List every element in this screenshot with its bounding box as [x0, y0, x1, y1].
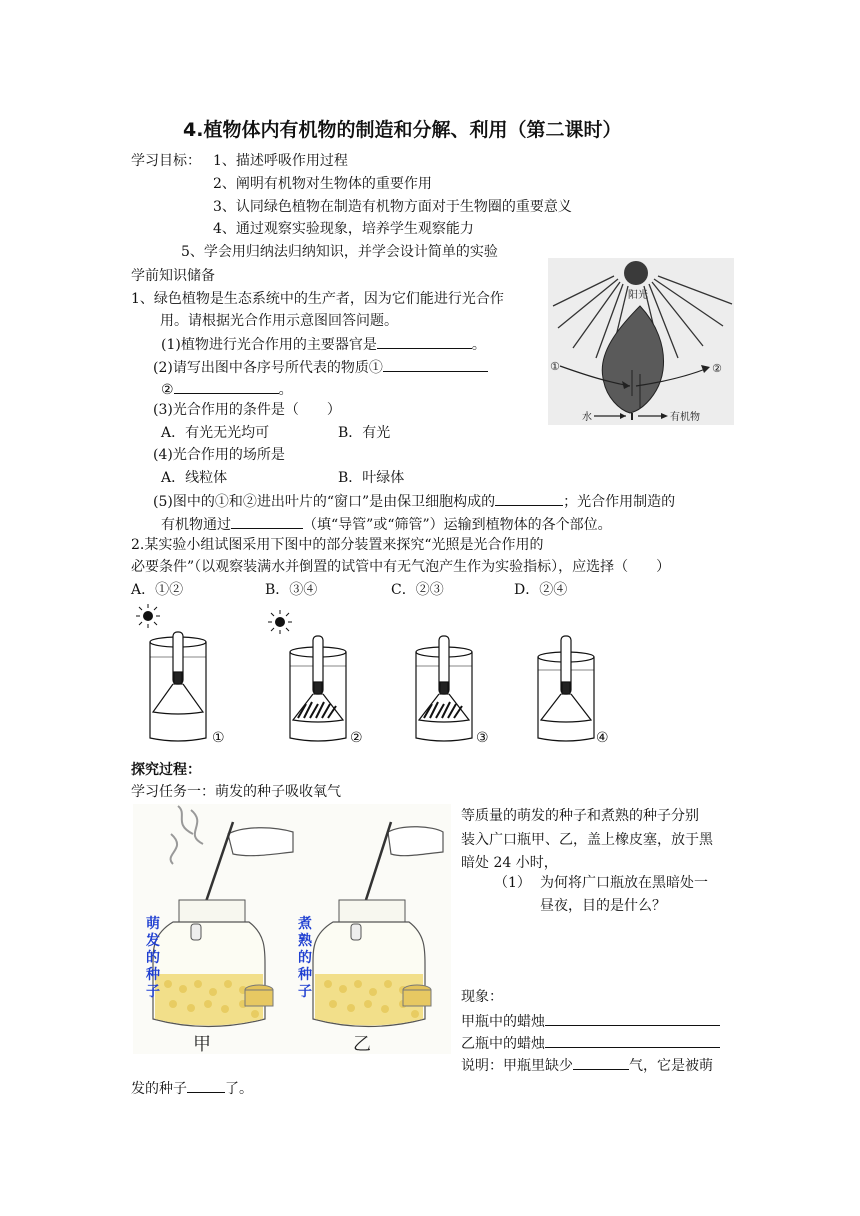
cooked-seeds-label: 煮熟的种子 [298, 916, 312, 1000]
q2-line1: 2.某实验小组试图采用下图中的部分装置来探究“光照是光合作用的 [131, 537, 544, 553]
q2-option-d: D．②④ [514, 582, 568, 598]
answer-blank[interactable] [383, 356, 488, 372]
jar-caption-jia: 甲 [193, 1034, 211, 1054]
answer-blank[interactable] [377, 333, 472, 349]
water-label: 水 [582, 412, 592, 423]
task1-desc: 装入广口瓶甲、乙，盖上橡皮塞，放于黑 [461, 832, 713, 848]
page-title: 4.植物体内有机物的制造和分解、利用（第二课时） [183, 119, 622, 141]
answer-blank[interactable] [174, 378, 279, 394]
prereq-heading: 学前知识储备 [131, 268, 215, 284]
apparatus-label-2: ② [350, 730, 363, 746]
answer-blank[interactable] [545, 1032, 720, 1048]
q1-intro: 用。请根据光合作用示意图回答问题。 [160, 313, 398, 329]
sun-icon [268, 610, 292, 634]
jar-b-text: 乙瓶中的蜡烛 [461, 1036, 545, 1052]
q1-sub1-text: (1)植物进行光合作用的主要器官是 [161, 337, 377, 353]
q1-sub4: (4)光合作用的场所是 [153, 447, 285, 463]
q1-sub3-option-b: B．有光 [338, 425, 391, 441]
sun-icon [136, 604, 160, 628]
q1-sub5-text3: 有机物通过 [161, 517, 231, 533]
apparatus-label-1: ① [212, 730, 225, 746]
apparatus-label-4: ④ [596, 730, 609, 746]
q1-sub5-line2 [161, 513, 612, 535]
q1-sub5-text2: ；光合作用制造的 [563, 494, 676, 510]
q1-sub1 [161, 333, 486, 355]
apparatus-label-3: ③ [476, 730, 489, 746]
task1-desc: 等质量的萌发的种子和煮熟的种子分别 [461, 808, 699, 824]
beaker-1 [150, 632, 206, 741]
explanation [461, 1054, 713, 1076]
explanation-text3: 发的种子 [131, 1081, 187, 1097]
label-2: ② [712, 362, 722, 375]
q1-sub4-option-a: A．线粒体 [161, 470, 228, 486]
q1-sub5-text: (5)图中的①和②进出叶片的“窗口”是由保卫细胞构成的 [153, 494, 496, 510]
q2-option-b: B．③④ [265, 582, 318, 598]
task1-title: 学习任务一：萌发的种子吸收氧气 [131, 784, 341, 800]
explanation-text: 说明：甲瓶里缺少 [461, 1058, 573, 1074]
q1-sub2-text: (2)请写出图中各序号所代表的物质① [153, 360, 383, 376]
goal-item: 1、描述呼吸作用过程 [213, 153, 348, 169]
seed-jars-figure [133, 804, 451, 1054]
answer-blank[interactable] [495, 490, 563, 506]
q1-intro: 1、绿色植物是生态系统中的生产者，因为它们能进行光合作 [131, 291, 504, 307]
goal-item: 4、通过观察实验现象，培养学生观察能力 [213, 221, 474, 237]
task1-question-number: （1） [494, 875, 531, 891]
label-1: ① [550, 360, 560, 373]
jar-b-observation [461, 1032, 720, 1054]
explore-heading: 探究过程： [131, 762, 201, 778]
goals-label: 学习目标： [131, 153, 201, 169]
task1-question: 为何将广口瓶放在黑暗处一 [540, 875, 708, 891]
q1-sub4-option-b: B．叶绿体 [338, 470, 405, 486]
q1-sub5-text4: （填“导管”或“筛管”）运输到植物体的各个部位。 [303, 517, 612, 533]
goal-item: 2、阐明有机物对生物体的重要作用 [213, 176, 432, 192]
goal-item: 5、学会用归纳法归纳知识，并学会设计简单的实验 [181, 244, 498, 260]
q1-sub2-end: 。 [278, 382, 293, 398]
germinating-seeds-label: 萌发的种子 [146, 916, 160, 1000]
explanation-line2 [131, 1077, 253, 1099]
beaker-4 [538, 636, 594, 741]
jar-a-observation [461, 1010, 720, 1032]
answer-blank[interactable] [573, 1054, 629, 1070]
q2-line2: 必要条件”（以观察装满水并倒置的试管中有无气泡产生作为实验指标），应选择（ ） [131, 559, 671, 575]
answer-blank[interactable] [545, 1010, 720, 1026]
jar-caption-yi: 乙 [353, 1034, 371, 1054]
apparatus-figure [128, 602, 628, 750]
q1-sub2-line2 [161, 378, 293, 400]
photosynthesis-diagram [548, 258, 734, 425]
q1-sub3-option-a: A．有光无光均可 [161, 425, 270, 441]
answer-blank[interactable] [231, 513, 303, 529]
phenomenon-label: 现象： [461, 989, 503, 1005]
goal-item: 3、认同绿色植物在制造有机物方面对于生物圈的重要意义 [213, 199, 572, 215]
q1-sub3: (3)光合作用的条件是（ ） [153, 402, 341, 418]
q2-option-a: A．①② [131, 582, 184, 598]
q2-option-c: C．②③ [391, 582, 444, 598]
explanation-text4: 了。 [225, 1081, 253, 1097]
task1-desc: 暗处 24 小时， [461, 855, 558, 871]
q1-sub2-marker: ② [161, 382, 174, 398]
organic-label: 有机物 [670, 412, 700, 423]
q1-sub5 [153, 490, 675, 512]
task1-question: 昼夜，目的是什么？ [540, 898, 666, 914]
jar-a-text: 甲瓶中的蜡烛 [461, 1014, 545, 1030]
q1-sub1-end: 。 [471, 337, 486, 353]
explanation-text2: 气，它是被萌 [629, 1058, 713, 1074]
beaker-2 [290, 636, 346, 741]
beaker-3 [416, 636, 472, 741]
sunlight-label: 阳光 [628, 290, 648, 301]
q1-sub2 [153, 356, 488, 378]
answer-blank[interactable] [187, 1077, 225, 1093]
